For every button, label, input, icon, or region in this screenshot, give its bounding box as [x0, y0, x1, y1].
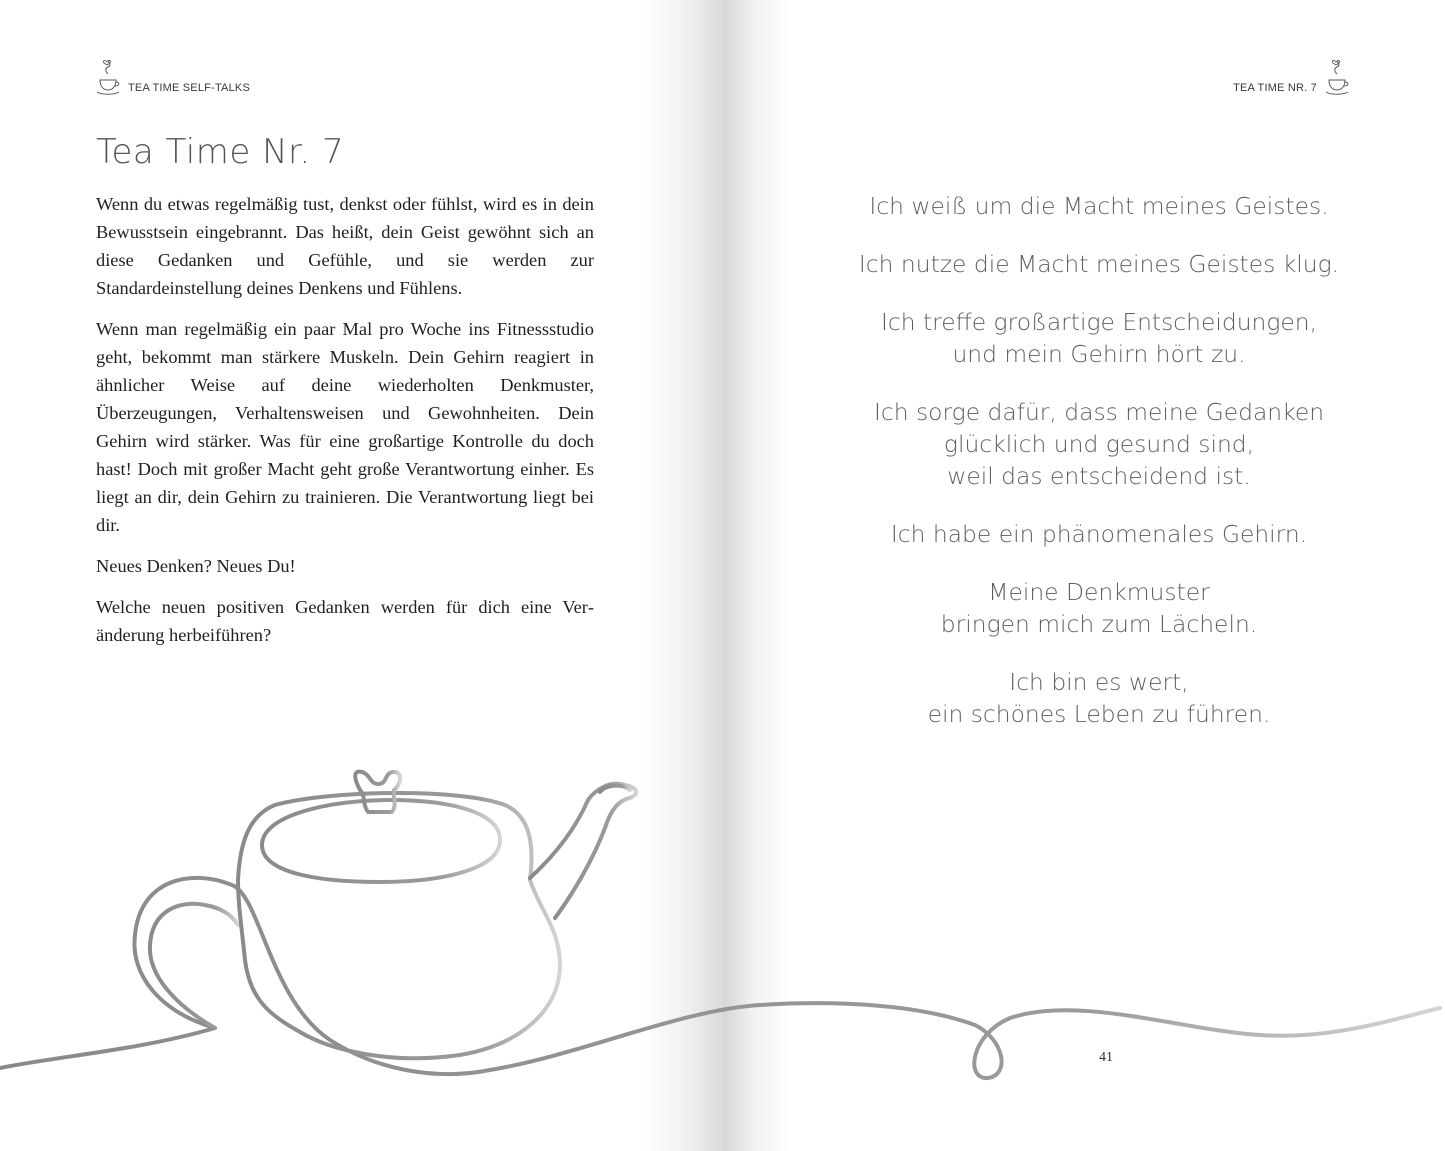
paragraph: Neues Denken? Neues Du!: [96, 556, 296, 576]
affirmation: [823, 248, 1375, 280]
affirmation-line: und mein Gehirn hört zu.: [952, 340, 1246, 368]
affirmation-line: glücklich und gesund sind,: [943, 430, 1255, 458]
affirmation-list: [823, 190, 1375, 756]
affirmation: [823, 306, 1375, 370]
affirmation-line: bringen mich zum Lächeln.: [940, 610, 1258, 638]
affirmation: [823, 666, 1375, 730]
affirmation-line: Ich nutze die Macht meines Geistes klug.: [858, 250, 1340, 278]
paragraph: Wenn du etwas regelmäßig tust, denkst oder fühlst, wird es in dein Bewusstsein eingebrannt. Das heißt, dein Geist gewöhnt sich an diese Gedanken und Gefühle, und sie werden zur Standardeinstellung deines Denkens und Fühlens.: [96, 194, 594, 298]
running-head-right-text: TEA TIME NR. 7: [1233, 82, 1317, 94]
page-title: Tea Time Nr. 7: [96, 132, 345, 172]
affirmation: [823, 576, 1375, 640]
teacup-icon: [1325, 56, 1349, 98]
affirmation-line: Ich habe ein phänomenales Gehirn.: [890, 520, 1308, 548]
running-head-left: [96, 78, 250, 98]
affirmation: [823, 396, 1375, 492]
affirmation-line: Ich sorge dafür, dass meine Gedanken: [873, 398, 1325, 426]
affirmation: [823, 190, 1375, 222]
affirmation-line: ein schönes Leben zu führen.: [927, 700, 1271, 728]
right-page: [723, 0, 1445, 1151]
running-head-left-text: TEA TIME SELF-TALKS: [128, 82, 250, 94]
teacup-icon: [96, 56, 120, 98]
affirmation-line: Meine Denkmuster: [988, 578, 1210, 606]
affirmation-line: Ich treffe großartige Entscheidungen,: [880, 308, 1318, 336]
body-text: [96, 190, 594, 662]
affirmation: [823, 518, 1375, 550]
page-number: 41: [1099, 1050, 1113, 1065]
paragraph: Welche neuen positiven Gedanken werden für dich eine Veränderung herbeiführen?: [96, 597, 594, 645]
gutter-shadow-right: [723, 0, 793, 1151]
affirmation-line: Ich weiß um die Macht meines Geistes.: [869, 192, 1329, 220]
paragraph: Wenn man regelmäßig ein paar Mal pro Woche ins Fitnessstudio geht, bekommt man stärkere Muskeln. Dein Gehirn reagiert in ähnlicher Weise auf deine wiederholten Denkmuster, Überzeugungen, Verhaltensweisen und Gewohnheiten. Dein Gehirn wird stärker. Was für eine großartige Kontrolle du doch hast! Doch mit großer Macht geht große Verantwortung einher. Es liegt an dir, dein Gehirn zu trainieren. Die Verantwortung liegt bei dir.: [96, 319, 594, 535]
running-head-right: [1233, 78, 1349, 98]
affirmation-line: Ich bin es wert,: [1009, 668, 1189, 696]
gutter-shadow-left: [643, 0, 723, 1151]
affirmation-line: weil das entscheidend ist.: [947, 462, 1251, 490]
